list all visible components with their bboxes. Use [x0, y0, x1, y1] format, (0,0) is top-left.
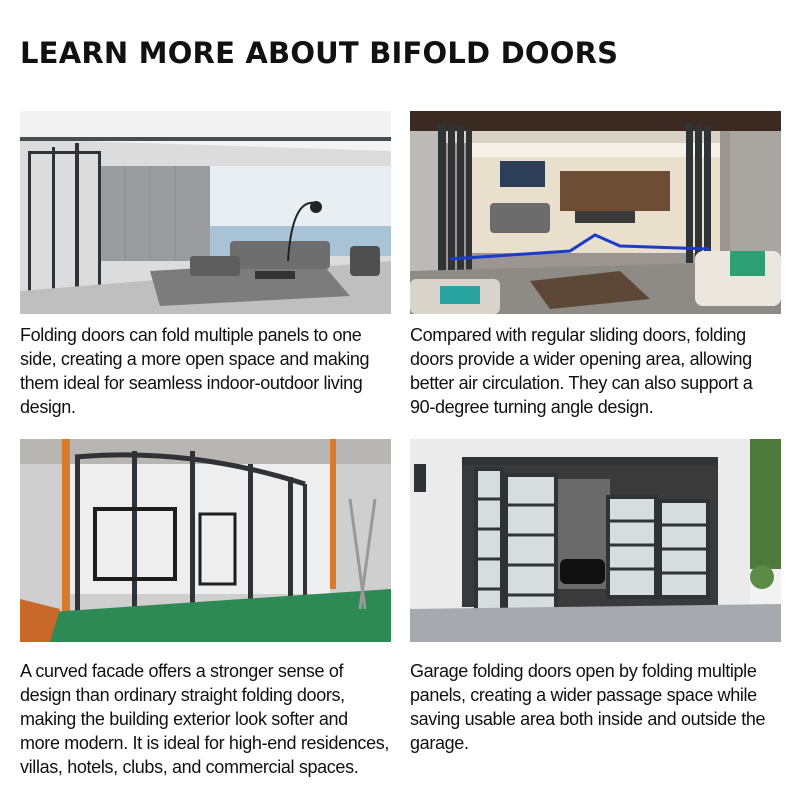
- card-caption: Garage folding doors open by folding multiple panels, creating a wider passage space while saving usable area both inside and outside the garage.: [410, 661, 766, 753]
- patio-photo: [410, 111, 781, 314]
- garage-photo: [410, 439, 781, 642]
- info-card-patio: [410, 111, 781, 419]
- card-caption: A curved facade offers a stronger sense of design than ordinary straight folding doors, making the building exterior look softer and more modern. It is ideal for high-end residences, villas, hotels, clubs, and commercial spaces.: [20, 661, 390, 777]
- page-title: LEARN MORE ABOUT BIFOLD DOORS: [20, 36, 619, 70]
- info-card-garage: [410, 439, 781, 755]
- info-card-curved-facade: [20, 439, 391, 779]
- card-caption: Folding doors can fold multiple panels to one side, creating a more open space and making them ideal for seamless indoor-outdoor living design.: [20, 325, 370, 417]
- curved-facade-photo: [20, 439, 391, 642]
- living-room-photo: [20, 111, 391, 314]
- card-caption: Compared with regular sliding doors, folding doors provide a wider opening area, allowing better air circulation. They can also support a 90-degree turning angle design.: [410, 325, 753, 417]
- info-card-living-room: [20, 111, 391, 419]
